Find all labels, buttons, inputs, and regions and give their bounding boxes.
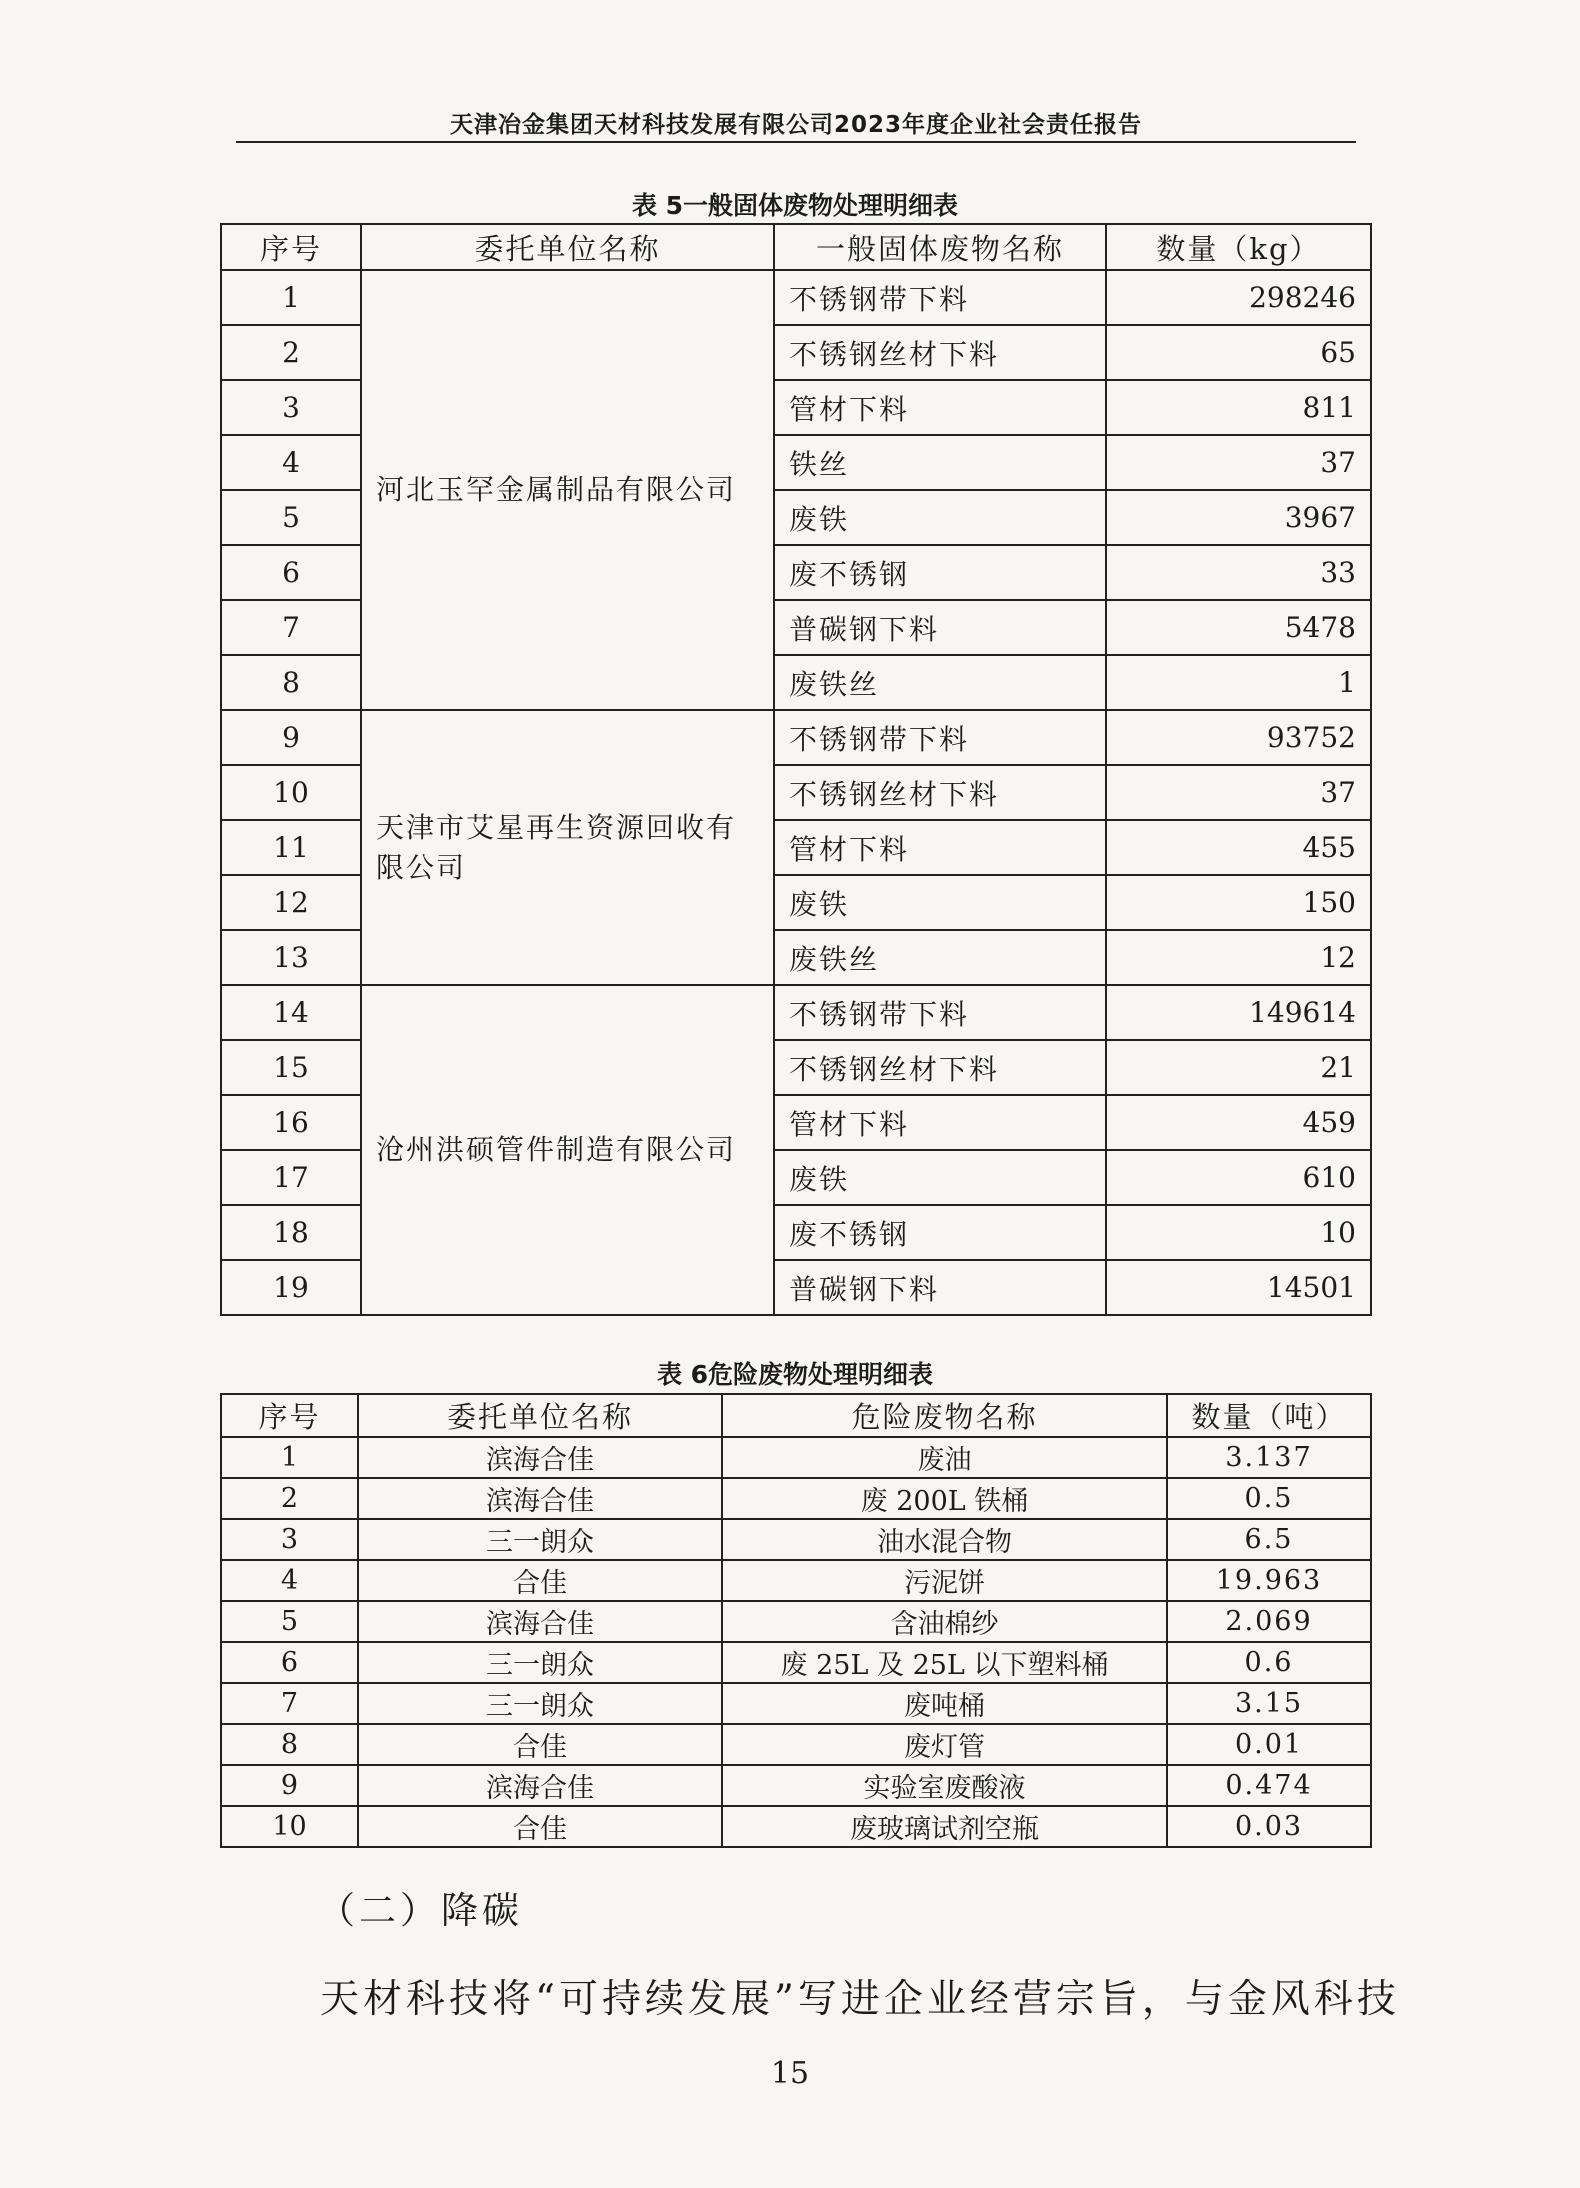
row-number: 3 [221, 380, 361, 435]
waste-quantity: 37 [1106, 765, 1371, 820]
table-row [221, 1642, 1371, 1683]
row-number: 11 [221, 820, 361, 875]
table-row [221, 1765, 1371, 1806]
waste-name: 普碳钢下料 [774, 600, 1106, 655]
row-number: 8 [221, 1724, 358, 1765]
waste-name: 废铁丝 [774, 930, 1106, 985]
waste-quantity: 10 [1106, 1205, 1371, 1260]
hazardous-waste-name: 污泥饼 [722, 1560, 1167, 1601]
row-number: 15 [221, 1040, 361, 1095]
waste-quantity: 19.963 [1167, 1560, 1371, 1601]
row-number: 5 [221, 490, 361, 545]
waste-quantity: 455 [1106, 820, 1371, 875]
waste-quantity: 21 [1106, 1040, 1371, 1095]
table-row [221, 985, 1371, 1040]
row-number: 10 [221, 765, 361, 820]
hazardous-waste-name: 废油 [722, 1437, 1167, 1478]
row-number: 7 [221, 1683, 358, 1724]
waste-quantity: 65 [1106, 325, 1371, 380]
row-number: 4 [221, 435, 361, 490]
section-heading: （二）降碳 [318, 1889, 523, 1932]
waste-quantity: 811 [1106, 380, 1371, 435]
waste-quantity: 3.15 [1167, 1683, 1371, 1724]
table-row [221, 710, 1371, 765]
table5-header-row [221, 224, 1371, 270]
waste-quantity: 3.137 [1167, 1437, 1371, 1478]
waste-quantity: 0.5 [1167, 1478, 1371, 1519]
row-number: 18 [221, 1205, 361, 1260]
entrusted-unit-name: 三一朗众 [358, 1519, 722, 1560]
table5-col-header: 数量（kg） [1106, 224, 1371, 270]
row-number: 16 [221, 1095, 361, 1150]
row-number: 14 [221, 985, 361, 1040]
entrusted-unit-name: 合佳 [358, 1560, 722, 1601]
hazardous-waste-name: 废灯管 [722, 1724, 1167, 1765]
table5-body [221, 270, 1371, 1315]
table6-header-row [221, 1394, 1371, 1437]
waste-quantity: 0.474 [1167, 1765, 1371, 1806]
row-number: 9 [221, 710, 361, 765]
row-number: 19 [221, 1260, 361, 1315]
hazardous-waste-name: 废吨桶 [722, 1683, 1167, 1724]
entrusted-unit-name: 滨海合佳 [358, 1765, 722, 1806]
waste-name: 普碳钢下料 [774, 1260, 1106, 1315]
table-row [221, 1601, 1371, 1642]
table6-col-header: 序号 [221, 1394, 358, 1437]
row-number: 13 [221, 930, 361, 985]
table5-col-header: 委托单位名称 [361, 224, 774, 270]
waste-quantity: 1 [1106, 655, 1371, 710]
waste-name: 不锈钢带下料 [774, 270, 1106, 325]
entrusted-unit-name: 沧州洪硕管件制造有限公司 [361, 985, 774, 1315]
waste-name: 管材下料 [774, 380, 1106, 435]
page-number: 15 [770, 2056, 810, 2091]
table-row [221, 1806, 1371, 1847]
table5-col-header: 一般固体废物名称 [774, 224, 1106, 270]
table-row [221, 1437, 1371, 1478]
waste-quantity: 3967 [1106, 490, 1371, 545]
waste-quantity: 0.6 [1167, 1642, 1371, 1683]
waste-name: 管材下料 [774, 1095, 1106, 1150]
waste-quantity: 298246 [1106, 270, 1371, 325]
waste-quantity: 150 [1106, 875, 1371, 930]
hazardous-waste-name: 含油棉纱 [722, 1601, 1167, 1642]
row-number: 10 [221, 1806, 358, 1847]
table6-col-header: 数量（吨） [1167, 1394, 1371, 1437]
waste-name: 不锈钢丝材下料 [774, 325, 1106, 380]
waste-quantity: 2.069 [1167, 1601, 1371, 1642]
waste-quantity: 37 [1106, 435, 1371, 490]
hazardous-waste-name: 废玻璃试剂空瓶 [722, 1806, 1167, 1847]
entrusted-unit-name: 合佳 [358, 1806, 722, 1847]
waste-name: 废铁 [774, 875, 1106, 930]
table-row [221, 1683, 1371, 1724]
table6-body [221, 1437, 1371, 1847]
waste-name: 不锈钢丝材下料 [774, 765, 1106, 820]
hazardous-waste-name: 废 25L 及 25L 以下塑料桶 [722, 1642, 1167, 1683]
row-number: 6 [221, 545, 361, 600]
waste-quantity: 93752 [1106, 710, 1371, 765]
table-row [221, 1519, 1371, 1560]
table-row [221, 1724, 1371, 1765]
waste-name: 铁丝 [774, 435, 1106, 490]
waste-name: 管材下料 [774, 820, 1106, 875]
waste-quantity: 5478 [1106, 600, 1371, 655]
hazardous-waste-name: 油水混合物 [722, 1519, 1167, 1560]
table5-col-header: 序号 [221, 224, 361, 270]
report-header-title: 天津冶金集团天材科技发展有限公司2023年度企业社会责任报告 [449, 112, 1142, 138]
row-number: 6 [221, 1642, 358, 1683]
waste-quantity: 14501 [1106, 1260, 1371, 1315]
table-row [221, 1478, 1371, 1519]
entrusted-unit-name: 三一朗众 [358, 1683, 722, 1724]
entrusted-unit-name: 滨海合佳 [358, 1601, 722, 1642]
row-number: 3 [221, 1519, 358, 1560]
entrusted-unit-name: 天津市艾星再生资源回收有限公司 [361, 710, 774, 985]
row-number: 5 [221, 1601, 358, 1642]
row-number: 8 [221, 655, 361, 710]
row-number: 17 [221, 1150, 361, 1205]
table5-caption: 表 5一般固体废物处理明细表 [631, 191, 959, 220]
section-paragraph: 天材科技将“可持续发展”写进企业经营宗旨，与金风科技 [320, 1977, 1400, 2022]
waste-name: 废铁丝 [774, 655, 1106, 710]
entrusted-unit-name: 滨海合佳 [358, 1437, 722, 1478]
entrusted-unit-name: 三一朗众 [358, 1642, 722, 1683]
waste-quantity: 149614 [1106, 985, 1371, 1040]
waste-quantity: 0.01 [1167, 1724, 1371, 1765]
waste-quantity: 610 [1106, 1150, 1371, 1205]
entrusted-unit-name: 滨海合佳 [358, 1478, 722, 1519]
row-number: 2 [221, 325, 361, 380]
table-row [221, 1560, 1371, 1601]
hazardous-waste-table [220, 1393, 1372, 1848]
waste-quantity: 459 [1106, 1095, 1371, 1150]
row-number: 4 [221, 1560, 358, 1601]
waste-name: 废不锈钢 [774, 1205, 1106, 1260]
row-number: 9 [221, 1765, 358, 1806]
row-number: 2 [221, 1478, 358, 1519]
table6-col-header: 委托单位名称 [358, 1394, 722, 1437]
entrusted-unit-name: 河北玉罕金属制品有限公司 [361, 270, 774, 710]
waste-name: 废不锈钢 [774, 545, 1106, 600]
waste-quantity: 12 [1106, 930, 1371, 985]
row-number: 7 [221, 600, 361, 655]
header-rule [236, 141, 1356, 143]
entrusted-unit-name: 合佳 [358, 1724, 722, 1765]
waste-name: 废铁 [774, 1150, 1106, 1205]
waste-name: 不锈钢丝材下料 [774, 1040, 1106, 1095]
hazardous-waste-name: 实验室废酸液 [722, 1765, 1167, 1806]
waste-quantity: 33 [1106, 545, 1371, 600]
waste-name: 不锈钢带下料 [774, 710, 1106, 765]
waste-name: 废铁 [774, 490, 1106, 545]
row-number: 1 [221, 1437, 358, 1478]
waste-quantity: 0.03 [1167, 1806, 1371, 1847]
table6-col-header: 危险废物名称 [722, 1394, 1167, 1437]
table6-caption: 表 6危险废物处理明细表 [656, 1360, 934, 1389]
waste-quantity: 6.5 [1167, 1519, 1371, 1560]
row-number: 1 [221, 270, 361, 325]
waste-name: 不锈钢带下料 [774, 985, 1106, 1040]
general-solid-waste-table [220, 223, 1372, 1316]
row-number: 12 [221, 875, 361, 930]
table-row [221, 270, 1371, 325]
hazardous-waste-name: 废 200L 铁桶 [722, 1478, 1167, 1519]
